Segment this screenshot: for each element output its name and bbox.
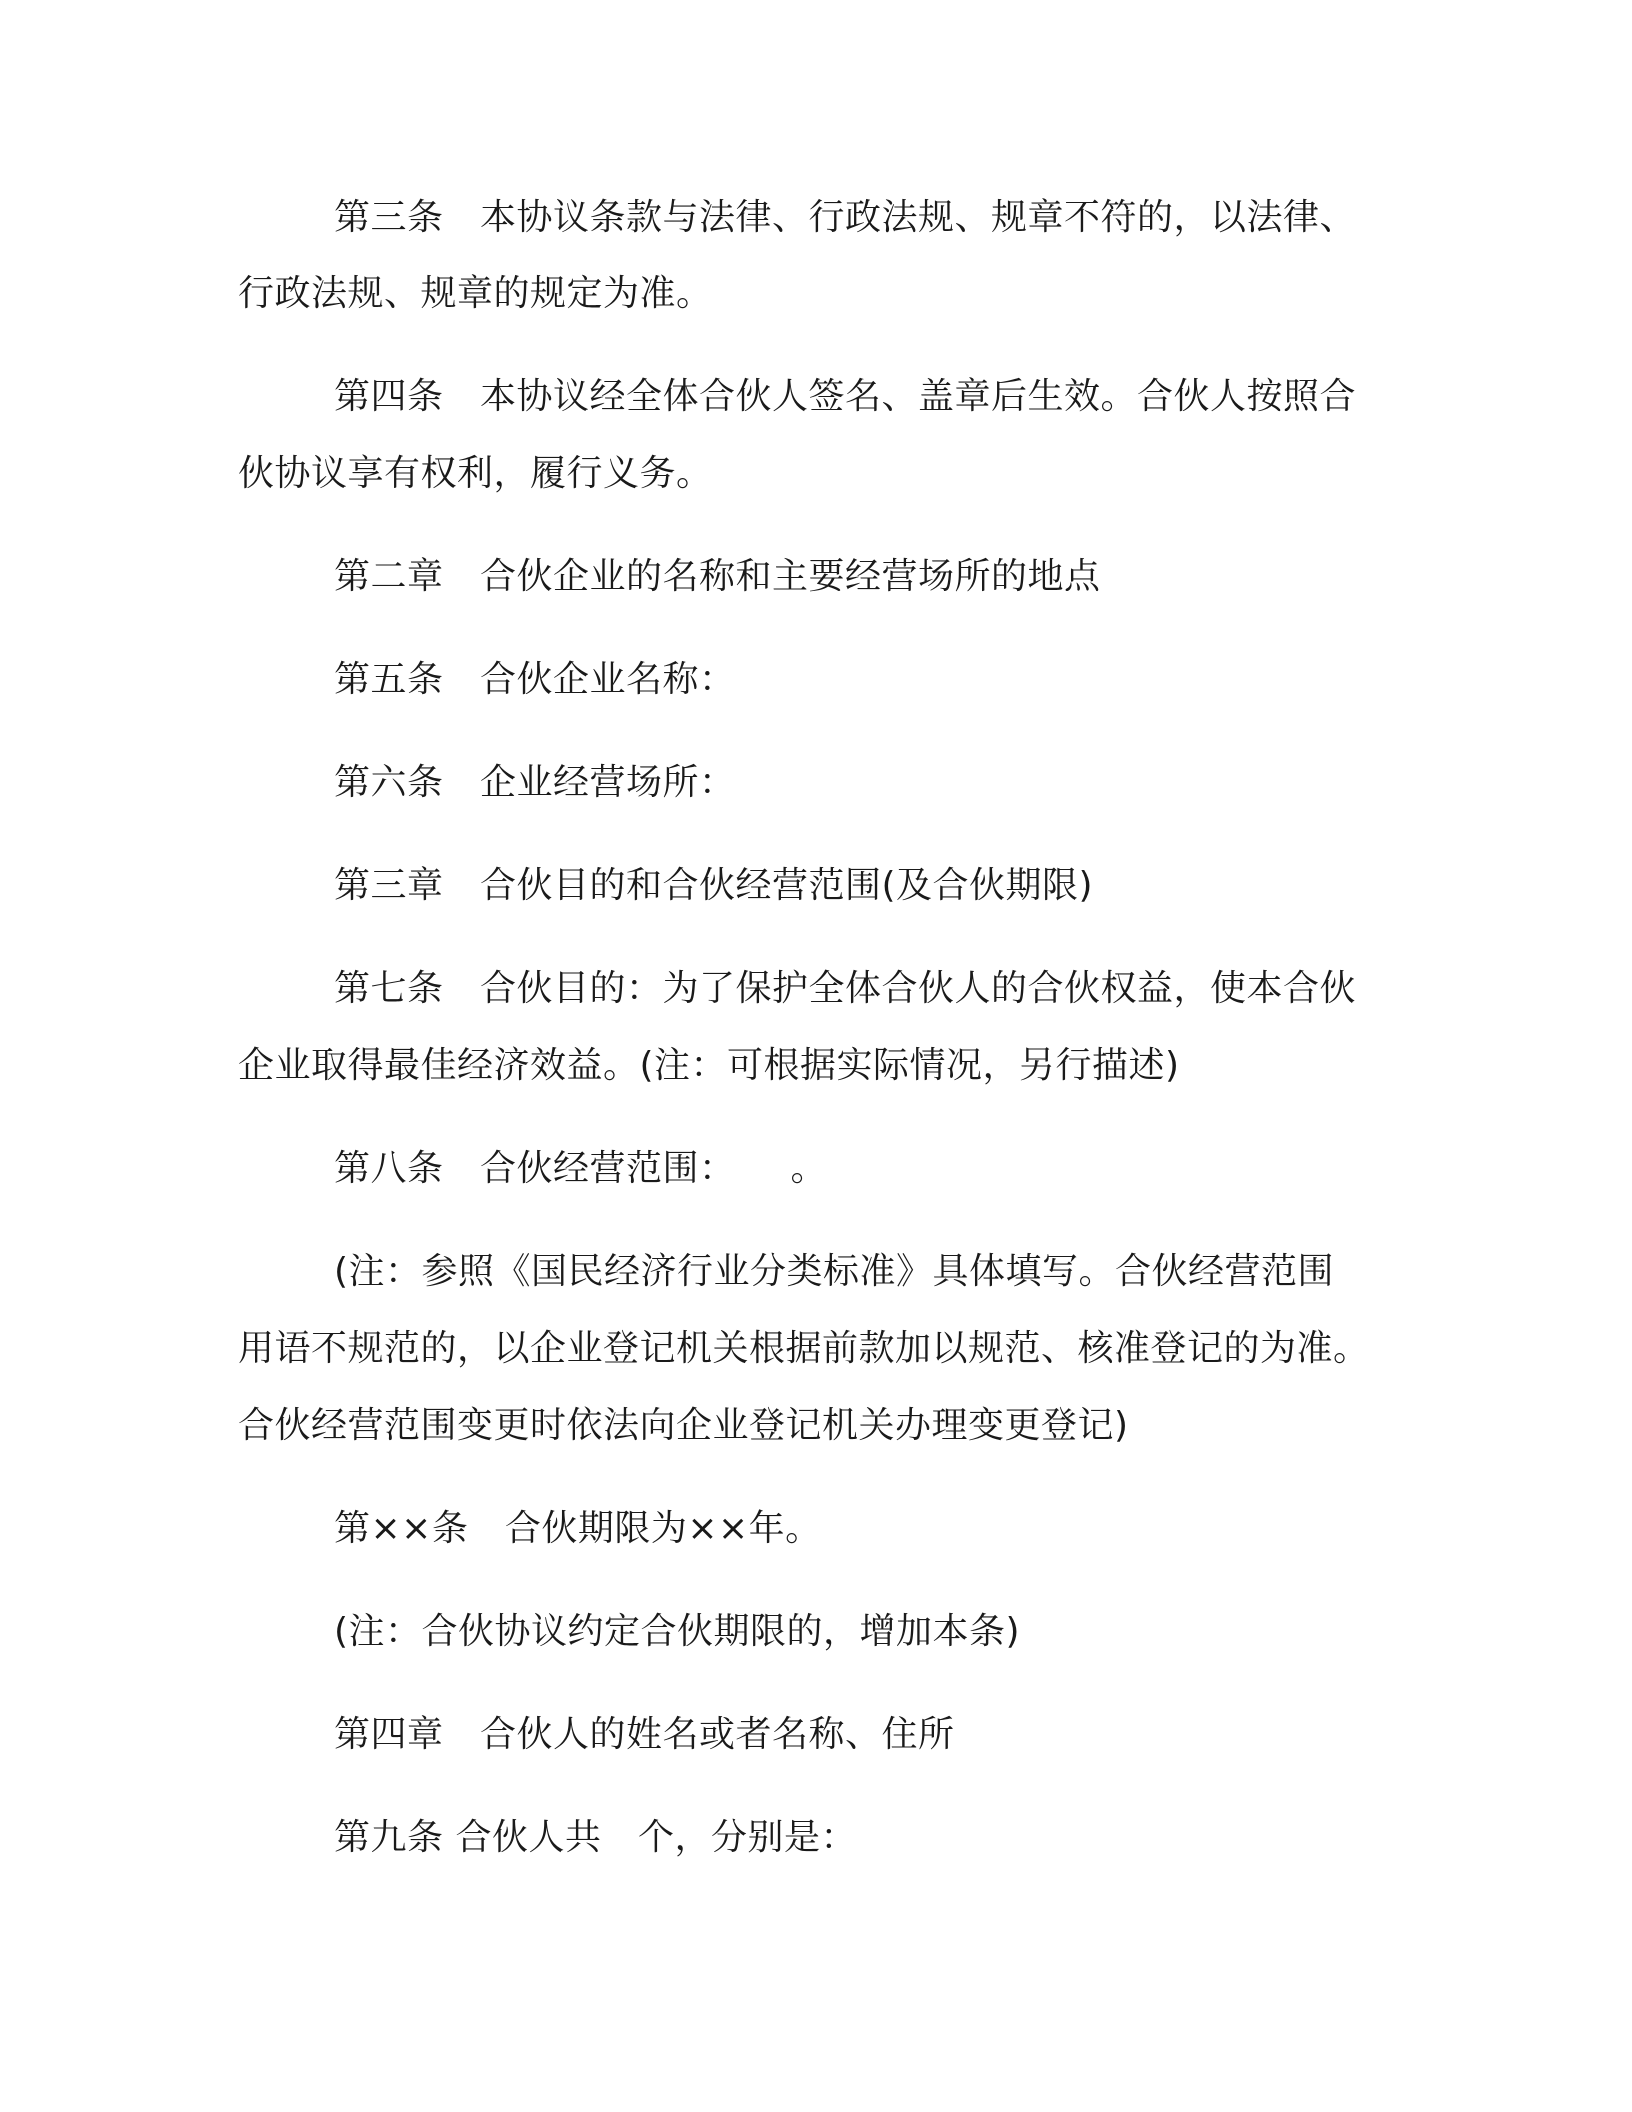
note-scope-line-1: (注：参照《国民经济行业分类标准》具体填写。合伙经营范围: [334, 1251, 1335, 1292]
chapter-4-heading: 第四章 合伙人的姓名或者名称、住所: [334, 1714, 955, 1755]
article-7-line-1: 第七条 合伙目的：为了保护全体合伙人的合伙权益，使本合伙: [334, 968, 1357, 1009]
article-xx: 第××条 合伙期限为××年。: [334, 1508, 822, 1549]
article-3-line-2: 行政法规、规章的规定为准。: [238, 273, 713, 314]
article-4-line-1: 第四条 本协议经全体合伙人签名、盖章后生效。合伙人按照合: [334, 376, 1357, 417]
note-scope-line-3: 合伙经营范围变更时依法向企业登记机关办理变更登记): [238, 1405, 1129, 1446]
article-3-line-1: 第三条 本协议条款与法律、行政法规、规章不符的，以法律、: [334, 197, 1357, 238]
article-8: 第八条 合伙经营范围： 。: [334, 1148, 828, 1189]
article-4-line-2: 伙协议享有权利，履行义务。: [238, 453, 713, 494]
article-6: 第六条 企业经营场所：: [334, 762, 736, 803]
note-scope-line-2: 用语不规范的，以企业登记机关根据前款加以规范、核准登记的为准。: [238, 1328, 1370, 1369]
chapter-2-heading: 第二章 合伙企业的名称和主要经营场所的地点: [334, 556, 1101, 597]
note-term: (注：合伙协议约定合伙期限的，增加本条): [334, 1611, 1021, 1652]
article-7-line-2: 企业取得最佳经济效益。(注：可根据实际情况，另行描述): [238, 1045, 1180, 1086]
chapter-3-heading: 第三章 合伙目的和合伙经营范围(及合伙期限): [334, 865, 1094, 906]
article-5: 第五条 合伙企业名称：: [334, 659, 736, 700]
article-9: 第九条 合伙人共 个，分别是：: [334, 1817, 857, 1858]
